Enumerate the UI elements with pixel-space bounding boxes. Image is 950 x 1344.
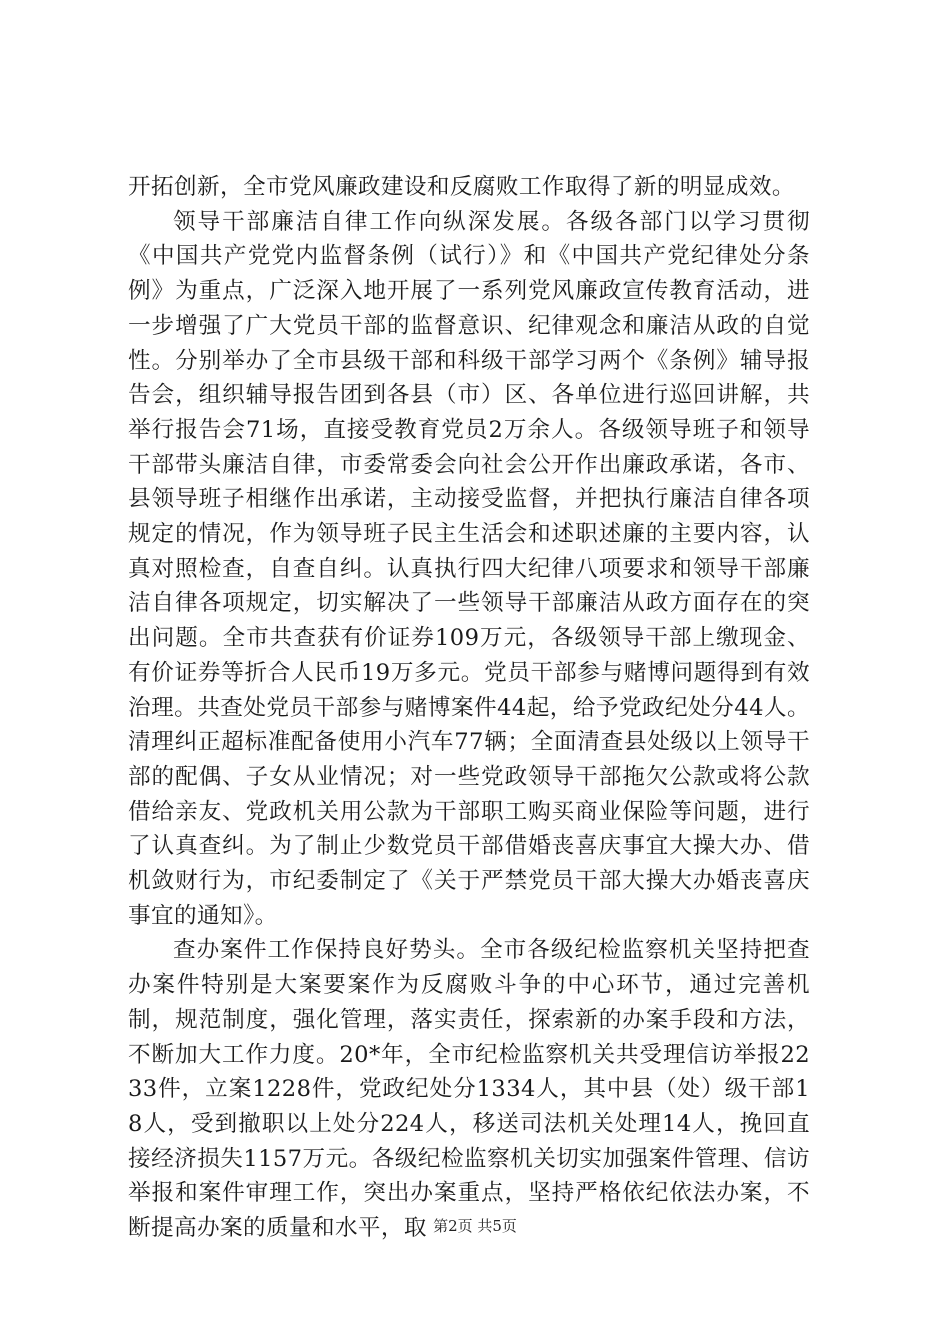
paragraph-continuation: 开拓创新，全市党风廉政建设和反腐败工作取得了新的明显成效。: [128, 174, 795, 200]
paragraph-self-discipline: 领导干部廉洁自律工作向纵深发展。各级各部门以学习贯彻《中国共产党党内监督条例（试行）》和《中国共产党纪律处分条例》为重点，广泛深入地开展了一系列党风廉政宣传教育活动，进一步增强了广大党员干部的监督意识、纪律观念和廉洁从政的自觉性。分别举办了全市县级干部和科级干部学习两个《条例》辅导报告会，组织辅导报告团到各县（市）区、各单位进行巡回讲解，共举行报告会71场，直接受教育党员2万余人。各级领导班子和领导干部带头廉洁自律，市委常委会向社会公开作出廉政承诺，各市、县领导班子相继作出承诺，主动接受监督，并把执行廉洁自律各项规定的情况，作为领导班子民主生活会和述职述廉的主要内容，认真对照检查，自查自纠。认真执行四大纪律八项要求和领导干部廉洁自律各项规定，切实解决了一些领导干部廉洁从政方面存在的突出问题。全市共查获有价证券109万元，各级领导干部上缴现金、有价证券等折合人民币19万多元。党员干部参与赌博问题得到有效治理。共查处党员干部参与赌博案件44起，给予党政纪处分44人。清理纠正超标准配备使用小汽车77辆；全面清查县处级以上领导干部的配偶、子女从业情况；对一些党政领导干部拖欠公款或将公款借给亲友、党政机关用公款为干部职工购买商业保险等问题，进行了认真查纠。为了制止少数党员干部借婚丧喜庆事宜大操大办、借机敛财行为，市纪委制定了《关于严禁党员干部大操大办婚丧喜庆事宜的通知》。: [128, 208, 810, 929]
page-number-footer: 第2页 共5页: [433, 1217, 517, 1235]
paragraph-case-handling: 查办案件工作保持良好势头。全市各级纪检监察机关坚持把查办案件特别是大案要案作为反腐败斗争的中心环节，通过完善机制，规范制度，强化管理，落实责任，探索新的办案手段和方法，不断加大工作力度。20*年，全市纪检监察机关共受理信访举报2233件，立案1228件，党政纪处分1334人，其中县（处）级干部18人，受到撤职以上处分224人，移送司法机关处理14人，挽回直接经济损失1157万元。各级纪检监察机关切实加强案件管理、信访举报和案件审理工作，突出办案重点，坚持严格依纪依法办案，不断提高办案的质量和水平，取: [128, 937, 810, 1242]
document-body: [128, 170, 810, 1246]
